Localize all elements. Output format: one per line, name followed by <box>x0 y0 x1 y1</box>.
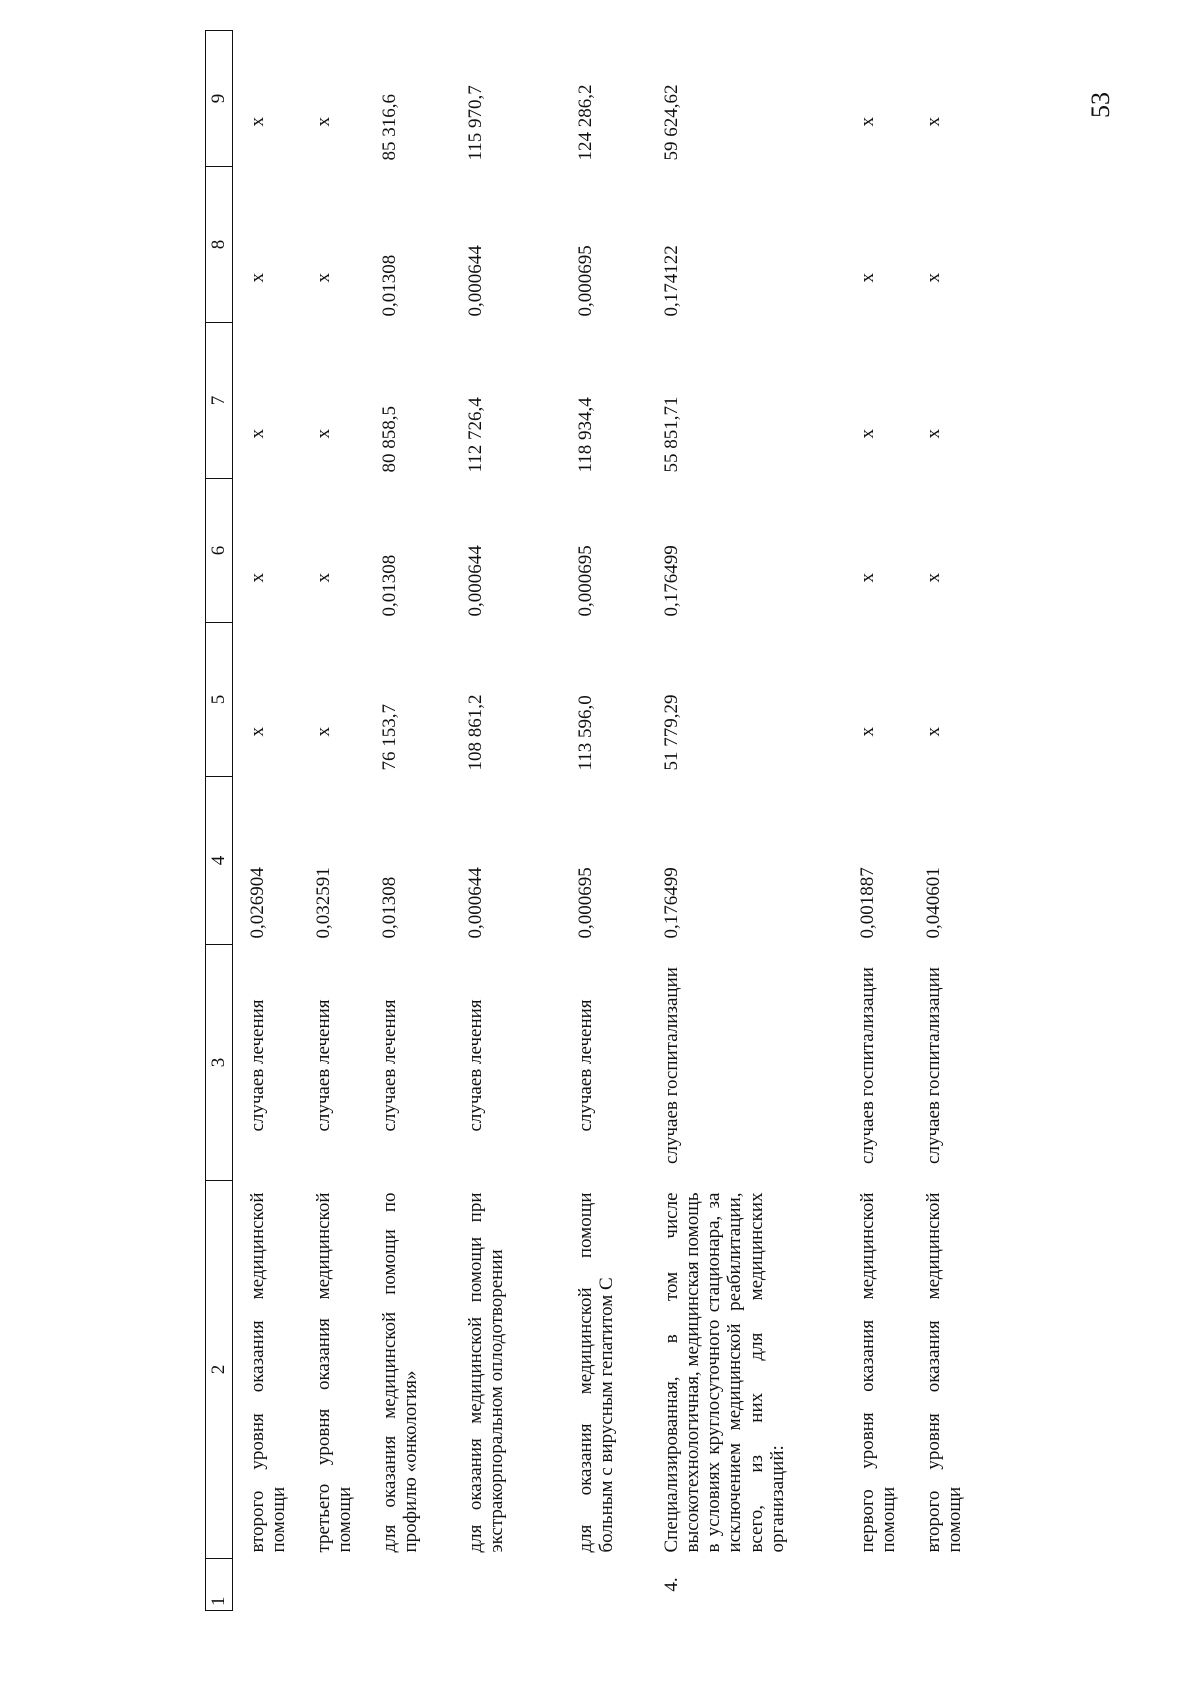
row-number <box>365 1559 451 1611</box>
cell-col6: 0,01308 <box>378 554 400 617</box>
cell-col4: 0,000695 <box>574 867 596 939</box>
cell-col4: 0,032591 <box>312 867 334 939</box>
cell-col5: 113 596,0 <box>574 695 596 771</box>
table-row <box>909 31 975 1611</box>
cell-col6: х <box>856 573 878 583</box>
row-number <box>909 1559 975 1611</box>
cell-col6: х <box>247 573 268 583</box>
cell-col9: 59 624,62 <box>660 84 682 161</box>
cell-col9: 85 316,6 <box>378 94 400 161</box>
page-number: 53 <box>1086 92 1115 118</box>
row-description: третьего уровня оказания медицинской помощи <box>312 1192 355 1553</box>
row-description: второго уровня оказания медицинской помощи <box>922 1192 965 1553</box>
column-header: 1 <box>206 1559 233 1611</box>
cell-col5: 51 779,29 <box>660 694 682 771</box>
cell-col8: х <box>856 273 878 283</box>
cell-col4: 0,01308 <box>378 876 400 939</box>
cell-col7: 55 851,71 <box>660 396 682 473</box>
column-header: 9 <box>206 31 233 167</box>
column-header: 8 <box>206 167 233 323</box>
cell-col7: х <box>922 429 944 439</box>
cell-col7: 118 934,4 <box>574 397 596 473</box>
cell-col8: 0,01308 <box>378 254 400 317</box>
cell-col9: х <box>856 117 878 127</box>
cell-col5: х <box>856 727 878 737</box>
table-row <box>647 31 843 1611</box>
cell-col4: 0,001887 <box>856 867 878 939</box>
column-header: 5 <box>206 623 233 777</box>
row-description: для оказания медицинской помощи при экстракорпоральном оплодотворении <box>464 1192 507 1553</box>
column-header: 4 <box>206 777 233 945</box>
column-header: 3 <box>206 945 233 1181</box>
row-number: 4. <box>660 1577 682 1592</box>
row-unit: случаев госпитализации <box>660 967 682 1164</box>
cell-col8: 0,000644 <box>464 245 486 317</box>
table-row <box>561 31 647 1611</box>
cell-col4: 0,176499 <box>660 867 682 939</box>
cell-col7: 80 858,5 <box>378 406 400 473</box>
column-header: 2 <box>206 1181 233 1559</box>
cell-col9: х <box>247 117 268 127</box>
cell-col9: х <box>922 117 944 127</box>
row-number <box>843 1559 909 1611</box>
row-description: Специализированная, в том числе высокотехнологичная, медицинская помощь в условиях круглосуточного стационара, за исключением медицинской реабилитации, всего, из них для медицинских организаций: <box>660 1192 788 1553</box>
row-unit: случаев госпитализации <box>856 967 878 1164</box>
column-header: 7 <box>206 323 233 479</box>
row-description: для оказания медицинской помощи по профилю «онкология» <box>378 1192 421 1553</box>
row-unit: случаев лечения <box>247 999 268 1132</box>
cell-col7: 112 726,4 <box>464 397 486 473</box>
cell-col6: 0,000695 <box>574 545 596 617</box>
cell-col5: х <box>247 727 268 737</box>
row-unit: случаев лечения <box>378 999 400 1132</box>
cell-col7: х <box>856 429 878 439</box>
cell-col5: х <box>312 727 334 737</box>
cell-col8: 0,000695 <box>574 245 596 317</box>
row-unit: случаев лечения <box>574 999 596 1132</box>
row-description: для оказания медицинской помощи больным с вирусным гепатитом С <box>574 1192 617 1553</box>
cell-col7: х <box>312 429 334 439</box>
table-row <box>451 31 561 1611</box>
cell-col8: 0,174122 <box>660 245 682 317</box>
table-row <box>233 31 299 1611</box>
row-unit: случаев госпитализации <box>922 967 944 1164</box>
column-header: 6 <box>206 479 233 623</box>
cell-col6: 0,000644 <box>464 545 486 617</box>
data-table <box>205 30 975 1611</box>
cell-col8: х <box>247 273 268 283</box>
cell-col5: 76 153,7 <box>378 704 400 771</box>
cell-col4: 0,026904 <box>247 867 268 939</box>
cell-col6: х <box>922 573 944 583</box>
cell-col8: х <box>312 273 334 283</box>
cell-col5: х <box>922 727 944 737</box>
row-description: второго уровня оказания медицинской помощи <box>247 1192 290 1553</box>
cell-col9: 115 970,7 <box>464 85 486 161</box>
cell-col8: х <box>922 273 944 283</box>
cell-col4: 0,000644 <box>464 867 486 939</box>
table-row <box>299 31 365 1611</box>
table-row <box>843 31 909 1611</box>
cell-col7: х <box>247 429 268 439</box>
row-number <box>561 1559 647 1611</box>
row-number <box>299 1559 365 1611</box>
row-description: первого уровня оказания медицинской помощи <box>856 1192 899 1553</box>
row-number <box>233 1559 299 1611</box>
cell-col6: х <box>312 573 334 583</box>
cell-col5: 108 861,2 <box>464 694 486 771</box>
row-unit: случаев лечения <box>312 999 334 1132</box>
table-row <box>365 31 451 1611</box>
column-header-row <box>206 31 233 1611</box>
cell-col4: 0,040601 <box>922 867 944 939</box>
cell-col9: х <box>312 117 334 127</box>
cell-col9: 124 286,2 <box>574 84 596 161</box>
row-unit: случаев лечения <box>464 999 486 1132</box>
cell-col6: 0,176499 <box>660 545 682 617</box>
row-number <box>451 1559 561 1611</box>
